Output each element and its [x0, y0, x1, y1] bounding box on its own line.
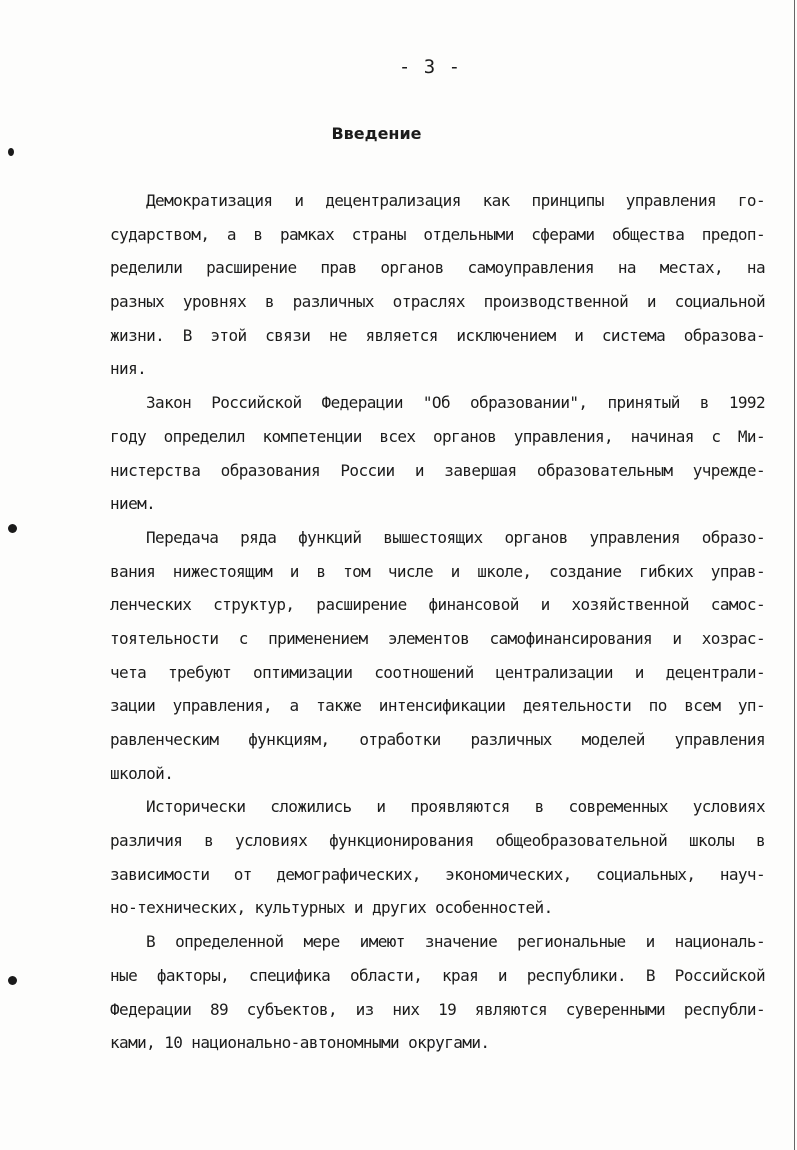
body-text — [110, 184, 765, 1060]
text-line: ные факторы, специфика области, края и республики. В Российской — [110, 965, 765, 985]
paragraph — [110, 184, 765, 386]
text-line: чета требуют оптимизации соотношений централизации и децентрали- — [110, 662, 765, 682]
text-line: нием. — [110, 494, 156, 514]
text-line: разных уровнях в различных отраслях производственной и социальной — [110, 292, 765, 312]
paragraph — [110, 521, 765, 791]
paragraph — [110, 790, 765, 925]
paragraph — [110, 386, 765, 521]
page-number: - 3 - — [398, 56, 462, 78]
text-line: нистерства образования России и завершая образовательным учрежде- — [110, 460, 765, 480]
binder-hole-icon — [8, 524, 17, 533]
binder-mark-icon — [8, 148, 14, 156]
text-line: Федерации 89 субъектов, из них 19 являются суверенными республи- — [110, 999, 765, 1019]
binder-hole-icon — [8, 976, 17, 985]
text-line: но-технических, культурных и других особенностей. — [110, 898, 553, 918]
text-line: ния. — [110, 359, 147, 379]
text-line: Демократизация и децентрализация как принципы управления го- — [146, 191, 765, 210]
text-line: различия в условиях функционирования общеобразовательной школы в — [110, 831, 765, 851]
page-edge — [794, 0, 795, 1150]
text-line: ленческих структур, расширение финансовой и хозяйственной самос- — [110, 595, 765, 615]
text-line: Закон Российской Федерации "Об образовании", принятый в 1992 — [146, 393, 765, 413]
text-line: Передача ряда функций вышестоящих органов управления образо- — [146, 527, 765, 547]
text-line: жизни. В этой связи не является исключением и система образова- — [110, 325, 765, 345]
text-line: вания нижестоящим и в том числе и школе, создание гибких управ- — [110, 561, 765, 581]
text-line: ками, 10 национально-автономными округами. — [110, 1033, 490, 1053]
text-line: школой. — [110, 763, 174, 783]
text-line: зависимости от демографических, экономических, социальных, науч- — [110, 864, 765, 884]
text-line: Исторически сложились и проявляются в современных условиях — [146, 797, 765, 817]
text-line: зации управления, а также интенсификации деятельности по всем уп- — [110, 696, 765, 716]
text-line: сударством, а в рамках страны отдельными сферами общества предоп- — [110, 224, 765, 244]
section-title: Введение — [331, 124, 422, 143]
text-line: В определенной мере имеют значение региональные и националь- — [146, 932, 765, 952]
text-line: году определил компетенции всех органов управления, начиная с Ми- — [110, 426, 765, 446]
text-line: ределили расширение прав органов самоуправления на местах, на — [110, 258, 765, 278]
text-line: равленческим функциям, отработки различных моделей управления — [110, 730, 765, 749]
text-line: тоятельности с применением элементов самофинансирования и хозрас- — [110, 628, 765, 648]
paragraph — [110, 925, 765, 1060]
